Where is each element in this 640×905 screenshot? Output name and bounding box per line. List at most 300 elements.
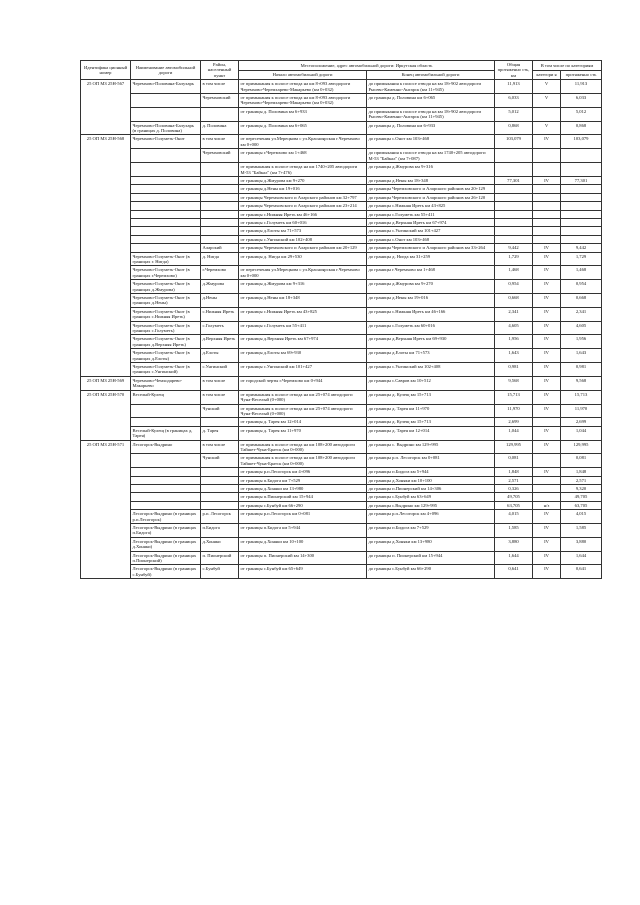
table-row (81, 349, 602, 363)
length-cell: 4,605 (495, 321, 533, 335)
category-length-cell: 3,880 (561, 537, 602, 551)
table-row (81, 404, 602, 418)
category-cell (533, 235, 561, 243)
district-cell (201, 484, 239, 492)
start-cell: от границы с.Нижняя Иреть км 43+825 (239, 307, 367, 321)
length-cell: 63,705 (495, 501, 533, 509)
category-length-cell: 0,668 (561, 294, 602, 308)
category-length-cell: 49,705 (561, 493, 602, 501)
category-length-cell: 0,868 (561, 121, 602, 135)
length-cell: 3,880 (495, 537, 533, 551)
category-length-cell: 0,954 (561, 280, 602, 294)
category-cell (533, 193, 561, 201)
end-cell: до границы Черемховского и Аларского районов км 20+129 (367, 185, 495, 193)
start-cell: от границы д.Жмурова км 9+270 (239, 176, 367, 184)
length-cell: 1,848 (495, 468, 533, 476)
category-length-cell: 2,341 (561, 307, 602, 321)
start-cell: от пересечения ул.Мерецкова с ул.Красноярская г.Черемхово км 0+000 (239, 266, 367, 280)
district-cell: Чунский (201, 404, 239, 418)
category-cell: V (533, 121, 561, 135)
category-length-cell: 6,033 (561, 94, 602, 108)
end-cell: до границы п.Бидога км 5+944 (367, 468, 495, 476)
road-name-cell: Лесогорск-Выдрино (в границах д.Хоняки) (131, 537, 201, 551)
end-cell: до границы д. Половина км 6+065 (367, 94, 495, 108)
table-row (81, 202, 602, 210)
length-cell: 2,699 (495, 418, 533, 426)
road-name-cell: Черемхово-Голуметь-Онот (в границах г.Черемхово) (131, 266, 201, 280)
length-cell: 1,468 (495, 266, 533, 280)
category-cell (533, 493, 561, 501)
district-cell: Чунский (201, 454, 239, 468)
end-cell: до границы д.Жмурова км 9+316 (367, 163, 495, 177)
header-catlen: протяженно сть (561, 70, 602, 80)
district-cell: Черемховский (201, 94, 239, 108)
district-cell: д. Нигда (201, 252, 239, 266)
road-name-cell (131, 501, 201, 509)
length-cell: 2,571 (495, 476, 533, 484)
district-cell (201, 501, 239, 509)
district-cell (201, 476, 239, 484)
end-cell: до границы г.Черемхово км 1+468 (367, 266, 495, 280)
category-length-cell: 9,442 (561, 244, 602, 252)
category-cell: IV (533, 244, 561, 252)
road-name-cell (131, 404, 201, 418)
category-length-cell: 11,970 (561, 404, 602, 418)
road-name-cell: Черемхово-Половина-Балухарь (131, 80, 201, 94)
end-cell: до границы с.Унгинский км 101+427 (367, 227, 495, 235)
category-cell: IV (533, 565, 561, 579)
category-cell: IV (533, 176, 561, 184)
table-row (81, 176, 602, 184)
district-cell (201, 185, 239, 193)
start-cell: от границы Черемховского и Аларского районов км 23+214 (239, 202, 367, 210)
category-length-cell (561, 210, 602, 218)
category-length-cell: 103,079 (561, 135, 602, 149)
end-cell: до границы д. Тарея км 12+014 (367, 426, 495, 440)
start-cell: от границы г.Черемхово км 1+468 (239, 149, 367, 163)
table-row (81, 440, 602, 454)
length-cell: 11,913 (495, 80, 533, 94)
district-cell (201, 202, 239, 210)
road-name-cell: Черемхово-Голуметь-Онот (в границах д.Жмурова) (131, 280, 201, 294)
category-length-cell (561, 227, 602, 235)
start-cell: от границы д.Нены км 19+016 (239, 185, 367, 193)
category-cell (533, 149, 561, 163)
header-end: Конец автомобильной дороги (367, 70, 495, 80)
category-length-cell: 2,571 (561, 476, 602, 484)
length-cell: 1,044 (495, 426, 533, 440)
category-length-cell: 15,713 (561, 390, 602, 404)
road-name-cell: Черемхово-Голуметь-Онот (в границах д.Елоты) (131, 349, 201, 363)
category-length-cell: 4,015 (561, 510, 602, 524)
end-cell: до границы с.Бунбуй км 66+290 (367, 565, 495, 579)
district-cell: п.Бидога (201, 524, 239, 538)
district-cell: в том числе (201, 390, 239, 404)
district-cell: с.Голуметь (201, 321, 239, 335)
end-cell: до примыкания к полосе отвода на км 1740+205 автодороги М-53 "Байкал" (км 7+087) (367, 149, 495, 163)
road-name-cell (131, 468, 201, 476)
table-row (81, 244, 602, 252)
district-cell: с.Нижняя Иреть (201, 307, 239, 321)
road-name-cell: Веселый-Кулещ (в границах д. Тарея) (131, 426, 201, 440)
district-cell: с.Унгинский (201, 363, 239, 377)
start-cell: от границы д. Тарея км 11+970 (239, 426, 367, 440)
table-row (81, 484, 602, 492)
length-cell: 2,341 (495, 307, 533, 321)
category-length-cell (561, 218, 602, 226)
table-body (81, 80, 602, 579)
table-row (81, 363, 602, 377)
start-cell: от границы д.Хоняки км 10+100 (239, 537, 367, 551)
category-cell: IV (533, 468, 561, 476)
district-cell (201, 493, 239, 501)
road-name-cell: Черемхово-Голуметь-Онот (в границах с.Голуметь) (131, 321, 201, 335)
category-cell: IV (533, 426, 561, 440)
start-cell: от границы с.Унгинский км 102+408 (239, 235, 367, 243)
end-cell: до границы с.Онот км 103+468 (367, 235, 495, 243)
road-name-cell (131, 210, 201, 218)
category-length-cell: 129,995 (561, 440, 602, 454)
district-cell (201, 163, 239, 177)
end-cell: до границы Черемховского и Аларского районов км 33+264 (367, 244, 495, 252)
length-cell (495, 149, 533, 163)
end-cell: до границы д.Верхняя Иреть км 69+930 (367, 335, 495, 349)
table-row (81, 501, 602, 509)
district-cell: д.Верхняя Иреть (201, 335, 239, 349)
category-cell (533, 107, 561, 121)
end-cell: до границы с.Онот км 103+468 (367, 135, 495, 149)
district-cell (201, 227, 239, 235)
end-cell: до границы д.Жмурова км 9+270 (367, 280, 495, 294)
start-cell: от границы д. Половина км 6+065 (239, 121, 367, 135)
start-cell: от границы д. Нигда км 29+530 (239, 252, 367, 266)
length-cell: 0,668 (495, 294, 533, 308)
road-name-cell: Веселый-Кулещ (131, 390, 201, 404)
table-header-row (81, 61, 602, 71)
category-cell: IV (533, 440, 561, 454)
category-length-cell (561, 202, 602, 210)
district-cell: г.Черемхово (201, 266, 239, 280)
header-location: Местоположение, адрес автомобильной дороги: Иркутская область (239, 61, 495, 71)
start-cell: от границы д.Верхняя Иреть км 67+974 (239, 335, 367, 349)
length-cell: 1,956 (495, 335, 533, 349)
road-name-cell: Черемхово-Половина-Балухарь (в границах д. Половина) (131, 121, 201, 135)
category-cell (533, 210, 561, 218)
header-district: Район, населенный пункт (201, 61, 239, 80)
end-cell: до границы п. Пионерский км 15+944 (367, 551, 495, 565)
table-row (81, 454, 602, 468)
length-cell: 103,079 (495, 135, 533, 149)
length-cell: 15,713 (495, 390, 533, 404)
header-cat: категори я (533, 70, 561, 80)
start-cell: от границы д. Тарея км 12+014 (239, 418, 367, 426)
end-cell: до примыкания к полосе отвода на км 18+902 автодороги Рысево-Каменно-Ангарск (км 11+945) (367, 107, 495, 121)
document-page (80, 60, 601, 579)
header-length: Общая протяженно сть, км (495, 61, 533, 80)
length-cell: 1,644 (495, 551, 533, 565)
start-cell: от границы с.Унгинский км 101+427 (239, 363, 367, 377)
length-cell: 5,012 (495, 107, 533, 121)
category-cell (533, 185, 561, 193)
table-row (81, 107, 602, 121)
table-row (81, 280, 602, 294)
road-name-cell: Черемхово-Голуметь-Онот (в границах с.Унгинский) (131, 363, 201, 377)
road-name-cell (131, 244, 201, 252)
start-cell: от границы Черемховского и Аларского районов км 32+797 (239, 193, 367, 201)
category-cell: IV (533, 252, 561, 266)
end-cell: до границы д. Кулещ км 15+713 (367, 390, 495, 404)
table-row (81, 565, 602, 579)
category-cell: IV (533, 363, 561, 377)
district-cell: д. Половина (201, 121, 239, 135)
category-cell: IV (533, 376, 561, 390)
category-length-cell (561, 193, 602, 201)
table-row (81, 121, 602, 135)
road-name-cell: Черемхово-Голуметь-Онот (в границах с.Нижняя Иреть) (131, 307, 201, 321)
road-name-cell: Лесогорск-Выдрино (в границах п.Пионерский) (131, 551, 201, 565)
district-cell: в том числе (201, 135, 239, 149)
road-name-cell: Черемхово-Голуметь-Онот (131, 135, 201, 149)
table-row (81, 80, 602, 94)
table-row (81, 537, 602, 551)
road-name-cell: Черемхово-Голуметь-Онот (в границах д.Верхняя Иреть) (131, 335, 201, 349)
category-cell: IV (533, 321, 561, 335)
end-cell: до границы с. Выдрино км 129+995 (367, 440, 495, 454)
end-cell: до границы с.Голуметь км 60+016 (367, 321, 495, 335)
district-cell: п. Пионерский (201, 551, 239, 565)
end-cell: до границы д. Кулещ км 15+713 (367, 418, 495, 426)
table-row (81, 493, 602, 501)
length-cell (495, 235, 533, 243)
end-cell: до границы с.Унгинский км 102+408 (367, 363, 495, 377)
road-id-cell: 25 ОП МЗ 25Н-568 (81, 135, 131, 376)
road-name-cell (131, 484, 201, 492)
end-cell: до границы с.Выдрино км 129+995 (367, 501, 495, 509)
length-cell: 49,705 (495, 493, 533, 501)
road-id-cell: 25 ОП МЗ 25Н-571 (81, 440, 131, 579)
end-cell: до границы Черемховского и Аларского районов км 26+120 (367, 193, 495, 201)
road-name-cell (131, 235, 201, 243)
road-name-cell (131, 149, 201, 163)
table-row (81, 551, 602, 565)
district-cell: в том числе (201, 80, 239, 94)
category-cell: IV (533, 537, 561, 551)
start-cell: от примыкания к полосе отвода на км 25+074 автодороги Чуна-Веселый (0+000) (239, 404, 367, 418)
length-cell: 0,326 (495, 484, 533, 492)
end-cell: до границы д. Нигда км 31+259 (367, 252, 495, 266)
length-cell: 0,641 (495, 565, 533, 579)
district-cell: д.Елоты (201, 349, 239, 363)
road-name-cell: Черемхово-Голуметь-Онот (в границах д.Нены) (131, 294, 201, 308)
road-name-cell: Черемхово-Голуметь-Онот (в границах г. Нигда) (131, 252, 201, 266)
end-cell: до границы д. Тарея км 11+970 (367, 404, 495, 418)
length-cell: 9,442 (495, 244, 533, 252)
district-cell: Черемховский (201, 149, 239, 163)
table-row (81, 426, 602, 440)
length-cell: 1,729 (495, 252, 533, 266)
category-cell (533, 418, 561, 426)
start-cell: от границы п.Бидога км 7+529 (239, 476, 367, 484)
table-row (81, 468, 602, 476)
start-cell: от границы д.Нены км 18+348 (239, 294, 367, 308)
district-cell (201, 418, 239, 426)
category-length-cell: 0,641 (561, 565, 602, 579)
category-length-cell: 9,320 (561, 484, 602, 492)
district-cell (201, 107, 239, 121)
table-row (81, 376, 602, 390)
end-cell: до границы р.п. Лесогорск км 0+081 (367, 454, 495, 468)
table-row (81, 135, 602, 149)
category-cell: IV (533, 280, 561, 294)
road-name-cell (131, 454, 201, 468)
length-cell: 129,995 (495, 440, 533, 454)
table-row (81, 235, 602, 243)
district-cell: Аларский (201, 244, 239, 252)
category-length-cell: 1,044 (561, 426, 602, 440)
road-name-cell: Лесогорск-Выдрино (в границах р.п.Лесогорск) (131, 510, 201, 524)
category-cell: IV (533, 135, 561, 149)
category-cell: IV (533, 404, 561, 418)
start-cell: от границы д. Половина км 6+933 (239, 107, 367, 121)
category-cell: V (533, 94, 561, 108)
length-cell: 0,981 (495, 363, 533, 377)
end-cell: до границы п.Бидога км 7+529 (367, 524, 495, 538)
table-row (81, 418, 602, 426)
start-cell: от примыкания к полосе отвода на км 8+093 автодороги Черемхово-Черемхарево-Макарьево (км 0+032) (239, 94, 367, 108)
category-length-cell: 11,913 (561, 80, 602, 94)
table-row (81, 210, 602, 218)
length-cell (495, 227, 533, 235)
end-cell: до границы д.Хоняки км 10+100 (367, 476, 495, 484)
district-cell: д. Тарея (201, 426, 239, 440)
category-length-cell: 1,729 (561, 252, 602, 266)
start-cell: от границы р.п.Лесогорск км 4+096 (239, 468, 367, 476)
district-cell: д.Хоняки (201, 537, 239, 551)
category-length-cell (561, 235, 602, 243)
road-name-cell (131, 107, 201, 121)
category-cell (533, 476, 561, 484)
start-cell: от границы д.Елоты км 69+930 (239, 349, 367, 363)
length-cell (495, 210, 533, 218)
length-cell: 0,954 (495, 280, 533, 294)
table-row (81, 252, 602, 266)
category-length-cell: 0,981 (561, 363, 602, 377)
end-cell: до границы д.Хоняки км 13+980 (367, 537, 495, 551)
road-name-cell (131, 176, 201, 184)
category-length-cell (561, 185, 602, 193)
table-row (81, 163, 602, 177)
start-cell: от примыкания к полосе отвода на км 108+200 автодороги Тайшет-Чуна-Братск (км 0+000) (239, 454, 367, 468)
roads-table (80, 60, 602, 579)
category-length-cell: 9,568 (561, 376, 602, 390)
road-name-cell: Черемхово-Чемходарево-Макарьево (131, 376, 201, 390)
road-name-cell (131, 202, 201, 210)
district-cell: д.Нены (201, 294, 239, 308)
road-name-cell: Лесогорск-Выдрино (в границах с.Бунбуй) (131, 565, 201, 579)
road-name-cell: Лесогорск-Выдрино (в границах п.Бидога) (131, 524, 201, 538)
road-name-cell (131, 418, 201, 426)
category-length-cell: 4,605 (561, 321, 602, 335)
category-cell (533, 227, 561, 235)
start-cell: от городской черты г.Черемхово км 0+944 (239, 376, 367, 390)
end-cell: до границы д. Половина км 6+933 (367, 121, 495, 135)
start-cell: от границы п. Пионерский км 14+300 (239, 551, 367, 565)
category-cell: IV (533, 307, 561, 321)
start-cell: от границы д.Хоняки км 13+980 (239, 484, 367, 492)
length-cell: 1,643 (495, 349, 533, 363)
length-cell: 77,301 (495, 176, 533, 184)
end-cell: до границы д.Елоты км 71+573 (367, 349, 495, 363)
district-cell (201, 210, 239, 218)
length-cell (495, 163, 533, 177)
header-incl: В том числе по категориям (533, 61, 602, 71)
district-cell: в том числе (201, 376, 239, 390)
category-cell: н/з (533, 501, 561, 509)
end-cell: до границы с.Бунбуй км 63+649 (367, 493, 495, 501)
category-length-cell: 1,956 (561, 335, 602, 349)
category-cell (533, 484, 561, 492)
category-length-cell: 2,699 (561, 418, 602, 426)
road-name-cell: Лесогорск-Выдрино (131, 440, 201, 454)
table-row (81, 94, 602, 108)
start-cell: от пересечения ул.Мерецкова с ул.Красноярская г.Черемхово км 0+000 (239, 135, 367, 149)
road-id-cell: 25 ОП МЗ 25Н-570 (81, 390, 131, 440)
length-cell: 1,585 (495, 524, 533, 538)
table-row (81, 476, 602, 484)
start-cell: от границы п.Бидога км 5+944 (239, 524, 367, 538)
table-row (81, 149, 602, 163)
table-row (81, 510, 602, 524)
end-cell: до границы д.Нены км 19+016 (367, 294, 495, 308)
table-row (81, 227, 602, 235)
category-cell: IV (533, 524, 561, 538)
district-cell (201, 468, 239, 476)
end-cell: до границы р.п.Лесогорск км 4+096 (367, 510, 495, 524)
category-cell: IV (533, 551, 561, 565)
length-cell: 11,970 (495, 404, 533, 418)
start-cell: от границы с.Нижняя Иреть км 46+166 (239, 210, 367, 218)
road-name-cell (131, 218, 201, 226)
district-cell: с.Бунбуй (201, 565, 239, 579)
category-cell: IV (533, 294, 561, 308)
road-id-cell: 25 ОП МЗ 25Н-567 (81, 80, 131, 135)
start-cell: от границы р.п.Лесогорск км 0+081 (239, 510, 367, 524)
length-cell (495, 218, 533, 226)
district-cell (201, 235, 239, 243)
start-cell: от границы с.Бунбуй км 66+290 (239, 501, 367, 509)
district-cell (201, 193, 239, 201)
header-name: Наименование автомобильной дороги (131, 61, 201, 80)
road-name-cell (131, 163, 201, 177)
length-cell: 0,081 (495, 454, 533, 468)
header-start: Начало автомобильной дороги (239, 70, 367, 80)
start-cell: от границы д.Елоты км 71+573 (239, 227, 367, 235)
category-cell (533, 454, 561, 468)
table-row (81, 321, 602, 335)
category-length-cell: 0,081 (561, 454, 602, 468)
length-cell: 0,868 (495, 121, 533, 135)
category-length-cell (561, 149, 602, 163)
category-cell: V (533, 80, 561, 94)
end-cell: до границы с.Савров км 10+512 (367, 376, 495, 390)
district-cell (201, 218, 239, 226)
start-cell: от границы с.Бунбуй км 65+649 (239, 565, 367, 579)
table-row (81, 193, 602, 201)
table-row (81, 185, 602, 193)
header-id: Идентифика ционный номер (81, 61, 131, 80)
table-row (81, 335, 602, 349)
category-length-cell: 5,012 (561, 107, 602, 121)
